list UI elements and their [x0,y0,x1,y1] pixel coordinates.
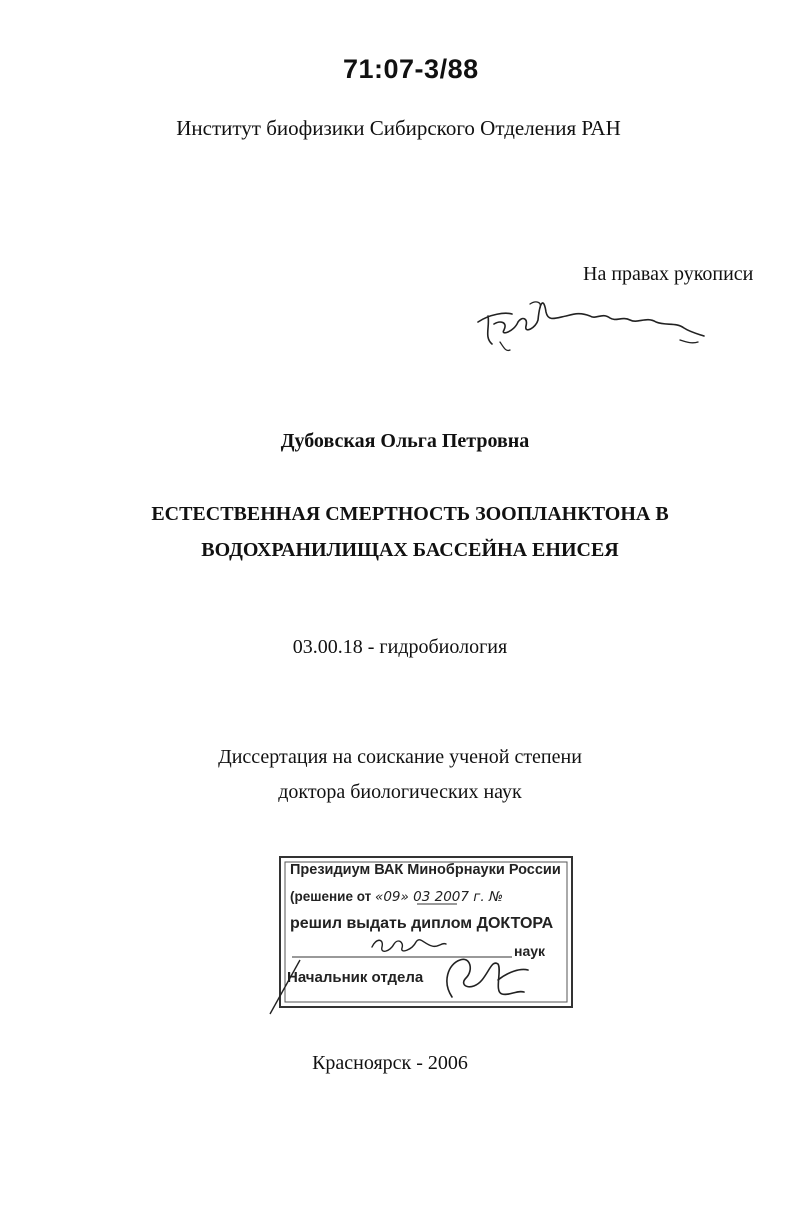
specialty-code: 03.00.18 - гидробиология [292,636,508,658]
stamp-decision-date: «09» 03 2007 г. № [375,889,503,905]
stamp-line-presidium: Президиум ВАК Минобрнауки России [290,862,561,878]
dissertation-title [130,496,690,568]
title-line-2: ВОДОХРАНИЛИЩАХ БАССЕЙНА ЕНИСЕЯ [201,539,619,561]
stamp-line-head: Начальник отдела [287,969,424,986]
manuscript-rights-label: На правах рукописи [583,263,754,285]
author-name: Дубовская Ольга Петровна [280,430,530,452]
degree-statement [0,740,797,810]
degree-line-2: доктора биологических наук [278,781,522,803]
degree-line-1: Диссертация на соискание ученой степени [218,746,582,768]
author-signature [470,292,710,362]
stamp-line-decision [290,889,503,905]
document-code: 71:07-3/88 [343,54,479,84]
city-year: Красноярск - 2006 [312,1052,468,1074]
institute-name: Институт биофизики Сибирского Отделения РАН [176,116,621,140]
stamp-line-award: решил выдать диплом ДОКТОРА [290,915,554,932]
title-line-1: ЕСТЕСТВЕННАЯ СМЕРТНОСТЬ ЗООПЛАНКТОНА В [151,503,669,525]
stamp-decision-prefix: (решение от [290,889,372,904]
stamp-line-science-suffix: наук [514,943,546,959]
